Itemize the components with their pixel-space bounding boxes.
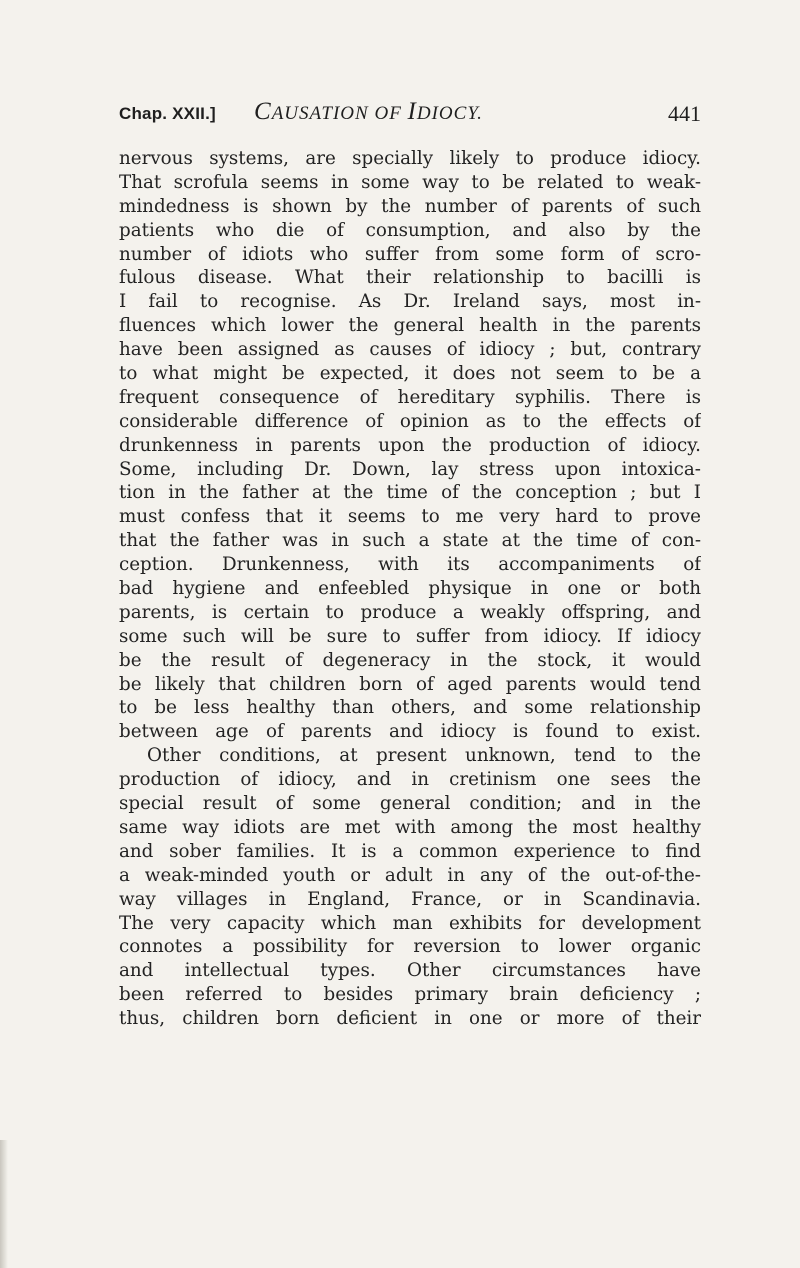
text-line: must confess that it seems to me very hard to prove — [119, 506, 701, 528]
page-edge-shadow — [0, 1140, 8, 1268]
text-line: have been assigned as causes of idiocy ; but, contrary — [119, 339, 701, 361]
text-line: fulous disease. What their relationship to bacilli is — [119, 267, 701, 289]
text-line: The very capacity which man exhibits for development — [119, 912, 701, 934]
running-title-of: OF — [368, 103, 408, 124]
text-line: frequent consequence of hereditary syphilis. There is — [119, 386, 701, 408]
text-line: a weak-minded youth or adult in any of the out-of-the- — [119, 864, 701, 886]
text-line: patients who die of consumption, and also by the — [119, 219, 701, 241]
text-line-paragraph-start: Other conditions, at present unknown, tend to the — [147, 745, 701, 767]
text-line: thus, children born deficient in one or more of their — [119, 1008, 701, 1030]
page-number: 441 — [668, 101, 701, 126]
running-title-period: . — [477, 103, 483, 124]
running-head — [119, 98, 701, 132]
text-line: nervous systems, are specially likely to produce idiocy. — [119, 148, 701, 169]
text-line: considerable difference of opinion as to the effects of — [119, 410, 701, 432]
running-title-diocy: DIOCY — [416, 103, 478, 124]
text-line: connotes a possibility for reversion to lower organic — [119, 936, 701, 958]
text-line: and intellectual types. Other circumstances have — [119, 960, 701, 982]
text-line: mindedness is shown by the number of parents of such — [119, 195, 701, 217]
text-line: between age of parents and idiocy is found to exist. — [119, 721, 701, 743]
text-line: fluences which lower the general health in the parents — [119, 315, 701, 337]
text-line: tion in the father at the time of the conception ; but I — [119, 482, 701, 504]
text-line: way villages in England, France, or in Scandinavia. — [119, 888, 701, 910]
text-line: same way idiots are met with among the most healthy — [119, 816, 701, 838]
running-title-initial-c: C — [254, 98, 272, 125]
text-line: bad hygiene and enfeebled physique in one or both — [119, 578, 701, 600]
text-line: ception. Drunkenness, with its accompaniments of — [119, 554, 701, 576]
text-line: to be less healthy than others, and some relationship — [119, 697, 701, 719]
running-title — [254, 98, 483, 126]
text-line: some such will be sure to suffer from idiocy. If idiocy — [119, 625, 701, 647]
running-title-initial-i: I — [407, 98, 417, 125]
chapter-label: Chap. XXII.] — [119, 104, 216, 123]
text-line: I fail to recognise. As Dr. Ireland says, most in- — [119, 291, 701, 313]
body-text — [119, 147, 701, 1031]
text-line: parents, is certain to produce a weakly offspring, and — [119, 601, 701, 623]
text-line: special result of some general condition; and in the — [119, 793, 701, 815]
text-line: number of idiots who suffer from some form of scro- — [119, 243, 701, 265]
text-line: be likely that children born of aged parents would tend — [119, 673, 701, 695]
text-line: to what might be expected, it does not seem to be a — [119, 363, 701, 385]
text-line: and sober families. It is a common experience to find — [119, 840, 701, 862]
text-line: been referred to besides primary brain deficiency ; — [119, 984, 701, 1006]
text-line: production of idiocy, and in cretinism one sees the — [119, 769, 701, 791]
text-line: drunkenness in parents upon the production of idiocy. — [119, 434, 701, 456]
text-line: Some, including Dr. Down, lay stress upon intoxica- — [119, 458, 701, 480]
text-line: that the father was in such a state at the time of con- — [119, 530, 701, 552]
running-title-ausation: AUSATION — [271, 103, 369, 124]
text-line: be the result of degeneracy in the stock, it would — [119, 649, 701, 671]
text-line: That scrofula seems in some way to be related to weak- — [119, 171, 701, 193]
